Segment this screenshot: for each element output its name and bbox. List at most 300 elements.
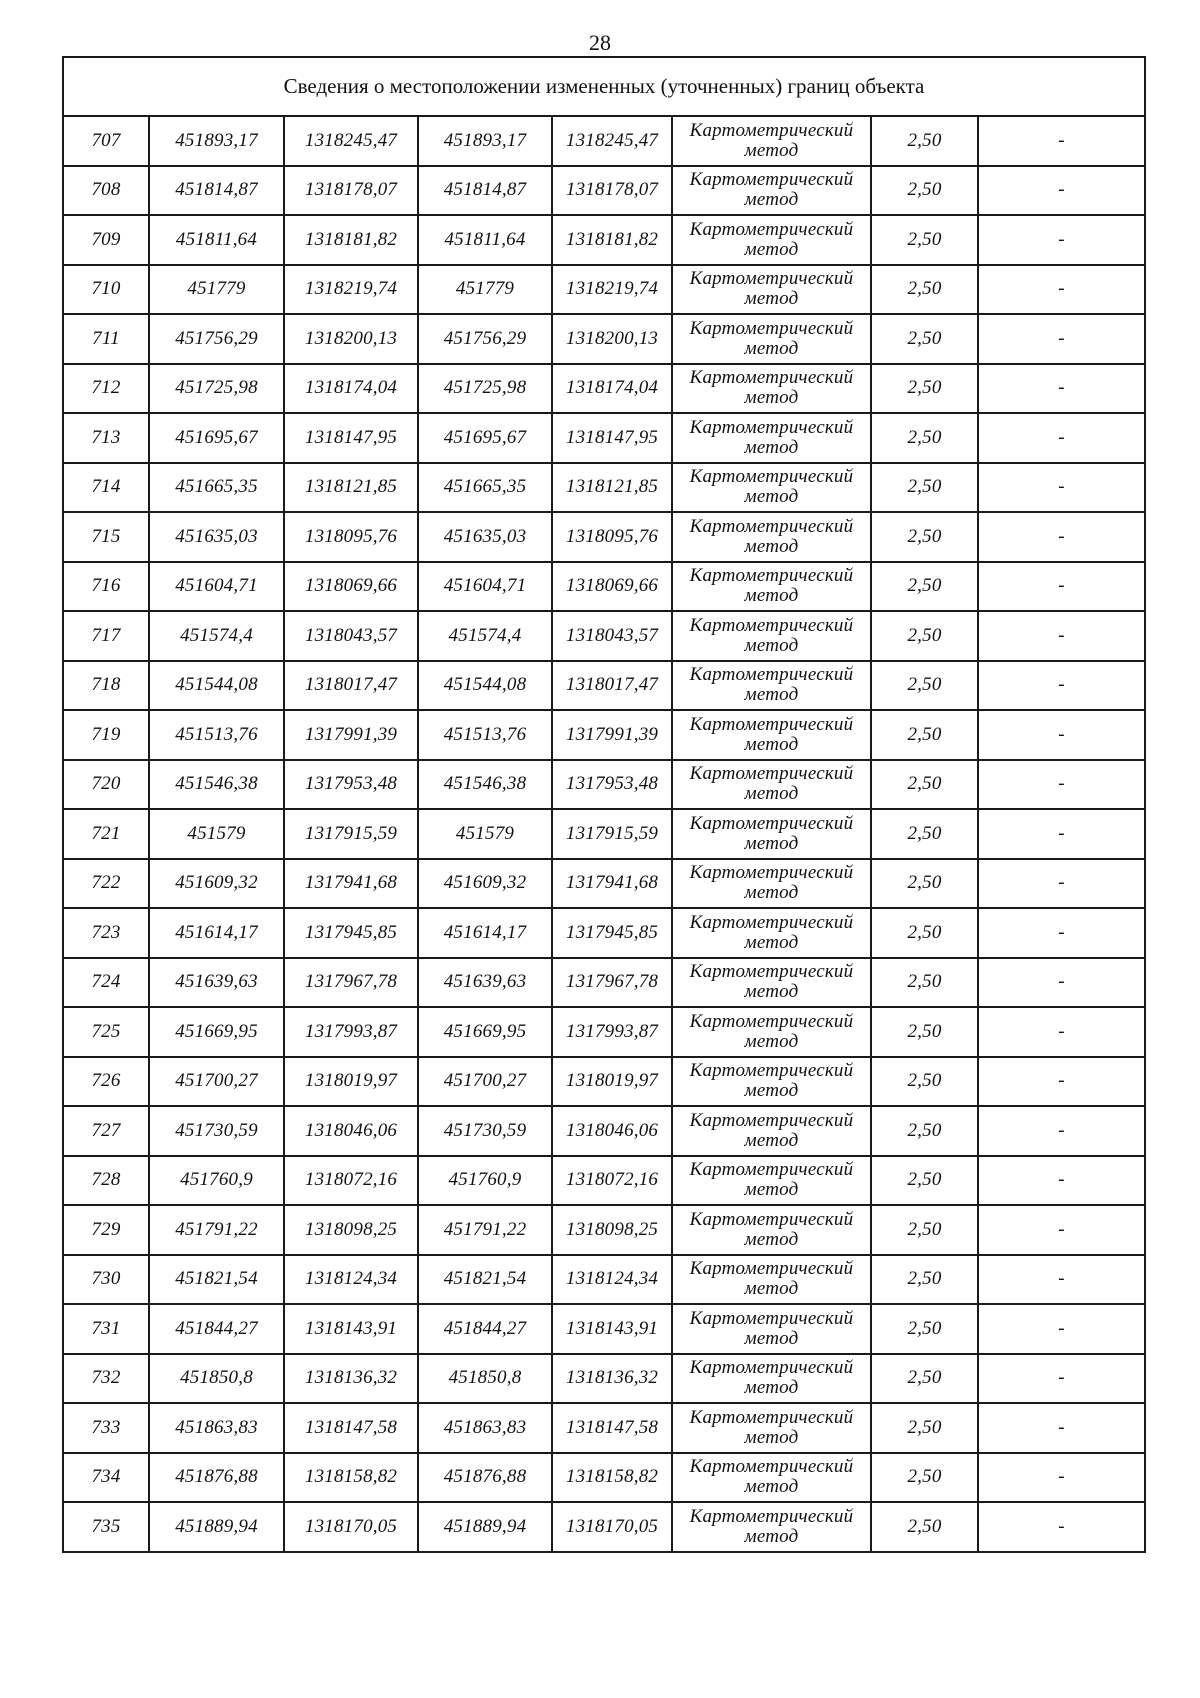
- method-line-2: метод: [744, 1179, 799, 1201]
- table-row: [63, 1255, 1145, 1305]
- refined-y-cell: 1318019,97: [552, 1057, 672, 1107]
- method-line-2: метод: [744, 139, 799, 161]
- note-cell: -: [978, 1156, 1145, 1206]
- method-line-2: метод: [744, 486, 799, 508]
- method-line-1: Картометрический: [689, 1159, 854, 1181]
- method-line-2: метод: [744, 733, 799, 755]
- point-number-cell: 731: [63, 1304, 149, 1354]
- point-number-cell: 718: [63, 661, 149, 711]
- existing-y-cell: 1318072,16: [284, 1156, 418, 1206]
- method-line-2: метод: [744, 684, 799, 706]
- accuracy-cell: 2,50: [871, 1106, 978, 1156]
- method-line-2: метод: [744, 1228, 799, 1250]
- table-row: [63, 116, 1145, 166]
- existing-x-cell: 451893,17: [149, 116, 284, 166]
- refined-y-cell: 1318219,74: [552, 265, 672, 315]
- refined-x-cell: 451814,87: [418, 166, 552, 216]
- table-row: [63, 364, 1145, 414]
- method-line-2: метод: [744, 535, 799, 557]
- table-row: [63, 710, 1145, 760]
- table-row: [63, 1106, 1145, 1156]
- existing-x-cell: 451760,9: [149, 1156, 284, 1206]
- table-row: [63, 512, 1145, 562]
- refined-x-cell: 451609,32: [418, 859, 552, 909]
- method-cell: [672, 116, 871, 166]
- method-cell: [672, 413, 871, 463]
- method-line-1: Картометрический: [689, 1357, 854, 1379]
- point-number-cell: 707: [63, 116, 149, 166]
- method-line-1: Картометрический: [689, 268, 854, 290]
- existing-y-cell: 1318200,13: [284, 314, 418, 364]
- existing-y-cell: 1318121,85: [284, 463, 418, 513]
- refined-x-cell: 451639,63: [418, 958, 552, 1008]
- method-cell: [672, 1453, 871, 1503]
- note-cell: -: [978, 1007, 1145, 1057]
- method-line-2: метод: [744, 981, 799, 1003]
- refined-x-cell: 451574,4: [418, 611, 552, 661]
- note-cell: -: [978, 265, 1145, 315]
- refined-y-cell: 1318181,82: [552, 215, 672, 265]
- accuracy-cell: 2,50: [871, 1255, 978, 1305]
- method-line-1: Картометрический: [689, 1456, 854, 1478]
- note-cell: -: [978, 1304, 1145, 1354]
- method-cell: [672, 760, 871, 810]
- note-cell: -: [978, 958, 1145, 1008]
- point-number-cell: 732: [63, 1354, 149, 1404]
- accuracy-cell: 2,50: [871, 1007, 978, 1057]
- method-cell: [672, 1205, 871, 1255]
- method-cell: [672, 512, 871, 562]
- point-number-cell: 714: [63, 463, 149, 513]
- table-row: [63, 1057, 1145, 1107]
- method-line-1: Картометрический: [689, 713, 854, 735]
- method-line-1: Картометрический: [689, 317, 854, 339]
- refined-x-cell: 451756,29: [418, 314, 552, 364]
- point-number-cell: 725: [63, 1007, 149, 1057]
- table-row: [63, 809, 1145, 859]
- point-number-cell: 712: [63, 364, 149, 414]
- existing-y-cell: 1318178,07: [284, 166, 418, 216]
- refined-y-cell: 1317941,68: [552, 859, 672, 909]
- existing-x-cell: 451725,98: [149, 364, 284, 414]
- refined-y-cell: 1317991,39: [552, 710, 672, 760]
- refined-y-cell: 1318170,05: [552, 1502, 672, 1552]
- accuracy-cell: 2,50: [871, 1354, 978, 1404]
- table-row: [63, 611, 1145, 661]
- accuracy-cell: 2,50: [871, 908, 978, 958]
- method-cell: [672, 364, 871, 414]
- refined-x-cell: 451811,64: [418, 215, 552, 265]
- method-cell: [672, 265, 871, 315]
- accuracy-cell: 2,50: [871, 116, 978, 166]
- existing-y-cell: 1318136,32: [284, 1354, 418, 1404]
- point-number-cell: 711: [63, 314, 149, 364]
- existing-y-cell: 1318046,06: [284, 1106, 418, 1156]
- accuracy-cell: 2,50: [871, 710, 978, 760]
- point-number-cell: 730: [63, 1255, 149, 1305]
- method-line-1: Картометрический: [689, 763, 854, 785]
- method-line-1: Картометрический: [689, 169, 854, 191]
- existing-x-cell: 451546,38: [149, 760, 284, 810]
- refined-y-cell: 1317967,78: [552, 958, 672, 1008]
- existing-y-cell: 1318147,95: [284, 413, 418, 463]
- method-line-2: метод: [744, 1525, 799, 1547]
- refined-x-cell: 451513,76: [418, 710, 552, 760]
- existing-y-cell: 1318019,97: [284, 1057, 418, 1107]
- existing-y-cell: 1317993,87: [284, 1007, 418, 1057]
- existing-y-cell: 1318170,05: [284, 1502, 418, 1552]
- existing-y-cell: 1318245,47: [284, 116, 418, 166]
- table-row: [63, 859, 1145, 909]
- method-line-2: метод: [744, 832, 799, 854]
- point-number-cell: 722: [63, 859, 149, 909]
- method-cell: [672, 215, 871, 265]
- point-number-cell: 734: [63, 1453, 149, 1503]
- table-row: [63, 1354, 1145, 1404]
- refined-x-cell: 451760,9: [418, 1156, 552, 1206]
- existing-x-cell: 451821,54: [149, 1255, 284, 1305]
- note-cell: -: [978, 1255, 1145, 1305]
- note-cell: -: [978, 413, 1145, 463]
- existing-y-cell: 1318174,04: [284, 364, 418, 414]
- method-line-1: Картометрический: [689, 565, 854, 587]
- note-cell: -: [978, 710, 1145, 760]
- refined-x-cell: 451665,35: [418, 463, 552, 513]
- point-number-cell: 720: [63, 760, 149, 810]
- accuracy-cell: 2,50: [871, 760, 978, 810]
- refined-y-cell: 1317915,59: [552, 809, 672, 859]
- table-row: [63, 1156, 1145, 1206]
- refined-y-cell: 1317993,87: [552, 1007, 672, 1057]
- method-line-1: Картометрический: [689, 1109, 854, 1131]
- method-cell: [672, 314, 871, 364]
- accuracy-cell: 2,50: [871, 958, 978, 1008]
- note-cell: -: [978, 364, 1145, 414]
- refined-x-cell: 451893,17: [418, 116, 552, 166]
- existing-y-cell: 1317941,68: [284, 859, 418, 909]
- table-row: [63, 413, 1145, 463]
- method-line-1: Картометрический: [689, 862, 854, 884]
- accuracy-cell: 2,50: [871, 611, 978, 661]
- refined-y-cell: 1318124,34: [552, 1255, 672, 1305]
- method-line-2: метод: [744, 931, 799, 953]
- refined-y-cell: 1318174,04: [552, 364, 672, 414]
- table-title-row: [63, 57, 1145, 116]
- note-cell: -: [978, 1057, 1145, 1107]
- refined-y-cell: 1317945,85: [552, 908, 672, 958]
- existing-x-cell: 451574,4: [149, 611, 284, 661]
- refined-x-cell: 451546,38: [418, 760, 552, 810]
- note-cell: -: [978, 760, 1145, 810]
- method-line-2: метод: [744, 238, 799, 260]
- table-row: [63, 265, 1145, 315]
- note-cell: -: [978, 661, 1145, 711]
- method-line-1: Картометрический: [689, 1406, 854, 1428]
- table-row: [63, 1205, 1145, 1255]
- note-cell: -: [978, 215, 1145, 265]
- refined-y-cell: 1318069,66: [552, 562, 672, 612]
- method-line-1: Картометрический: [689, 614, 854, 636]
- method-line-2: метод: [744, 387, 799, 409]
- existing-y-cell: 1317967,78: [284, 958, 418, 1008]
- note-cell: -: [978, 611, 1145, 661]
- refined-x-cell: 451614,17: [418, 908, 552, 958]
- note-cell: -: [978, 1354, 1145, 1404]
- method-cell: [672, 908, 871, 958]
- refined-x-cell: 451544,08: [418, 661, 552, 711]
- method-line-2: метод: [744, 189, 799, 211]
- refined-y-cell: 1318043,57: [552, 611, 672, 661]
- method-line-2: метод: [744, 634, 799, 656]
- existing-x-cell: 451544,08: [149, 661, 284, 711]
- existing-y-cell: 1317991,39: [284, 710, 418, 760]
- refined-x-cell: 451700,27: [418, 1057, 552, 1107]
- existing-x-cell: 451730,59: [149, 1106, 284, 1156]
- existing-y-cell: 1318158,82: [284, 1453, 418, 1503]
- existing-x-cell: 451814,87: [149, 166, 284, 216]
- existing-x-cell: 451811,64: [149, 215, 284, 265]
- method-cell: [672, 562, 871, 612]
- note-cell: -: [978, 463, 1145, 513]
- existing-y-cell: 1318095,76: [284, 512, 418, 562]
- method-line-2: метод: [744, 1476, 799, 1498]
- method-cell: [672, 1255, 871, 1305]
- accuracy-cell: 2,50: [871, 463, 978, 513]
- accuracy-cell: 2,50: [871, 1453, 978, 1503]
- accuracy-cell: 2,50: [871, 1403, 978, 1453]
- method-line-1: Картометрический: [689, 367, 854, 389]
- accuracy-cell: 2,50: [871, 265, 978, 315]
- point-number-cell: 726: [63, 1057, 149, 1107]
- existing-x-cell: 451850,8: [149, 1354, 284, 1404]
- existing-x-cell: 451700,27: [149, 1057, 284, 1107]
- existing-x-cell: 451695,67: [149, 413, 284, 463]
- method-line-2: метод: [744, 783, 799, 805]
- existing-x-cell: 451579: [149, 809, 284, 859]
- refined-y-cell: 1318158,82: [552, 1453, 672, 1503]
- note-cell: -: [978, 809, 1145, 859]
- note-cell: -: [978, 859, 1145, 909]
- note-cell: -: [978, 166, 1145, 216]
- refined-x-cell: 451821,54: [418, 1255, 552, 1305]
- table-row: [63, 215, 1145, 265]
- method-line-1: Картометрический: [689, 1060, 854, 1082]
- accuracy-cell: 2,50: [871, 1205, 978, 1255]
- method-line-2: метод: [744, 882, 799, 904]
- method-line-1: Картометрический: [689, 466, 854, 488]
- method-cell: [672, 611, 871, 661]
- table-row: [63, 661, 1145, 711]
- existing-x-cell: 451844,27: [149, 1304, 284, 1354]
- method-cell: [672, 463, 871, 513]
- point-number-cell: 708: [63, 166, 149, 216]
- method-line-1: Картометрический: [689, 218, 854, 240]
- refined-x-cell: 451695,67: [418, 413, 552, 463]
- refined-x-cell: 451876,88: [418, 1453, 552, 1503]
- existing-y-cell: 1317915,59: [284, 809, 418, 859]
- existing-x-cell: 451756,29: [149, 314, 284, 364]
- refined-y-cell: 1318200,13: [552, 314, 672, 364]
- refined-x-cell: 451844,27: [418, 1304, 552, 1354]
- method-line-1: Картометрический: [689, 515, 854, 537]
- point-number-cell: 715: [63, 512, 149, 562]
- method-line-2: метод: [744, 585, 799, 607]
- method-cell: [672, 1403, 871, 1453]
- refined-y-cell: 1318046,06: [552, 1106, 672, 1156]
- point-number-cell: 716: [63, 562, 149, 612]
- note-cell: -: [978, 1453, 1145, 1503]
- table-body: [63, 57, 1145, 1552]
- refined-x-cell: 451791,22: [418, 1205, 552, 1255]
- existing-x-cell: 451614,17: [149, 908, 284, 958]
- accuracy-cell: 2,50: [871, 809, 978, 859]
- existing-x-cell: 451635,03: [149, 512, 284, 562]
- method-line-2: метод: [744, 436, 799, 458]
- refined-y-cell: 1318017,47: [552, 661, 672, 711]
- table-row: [63, 1453, 1145, 1503]
- note-cell: -: [978, 562, 1145, 612]
- point-number-cell: 719: [63, 710, 149, 760]
- point-number-cell: 729: [63, 1205, 149, 1255]
- note-cell: -: [978, 116, 1145, 166]
- existing-x-cell: 451876,88: [149, 1453, 284, 1503]
- method-line-1: Картометрический: [689, 119, 854, 141]
- refined-x-cell: 451604,71: [418, 562, 552, 612]
- refined-y-cell: 1318147,58: [552, 1403, 672, 1453]
- accuracy-cell: 2,50: [871, 215, 978, 265]
- accuracy-cell: 2,50: [871, 413, 978, 463]
- existing-y-cell: 1318098,25: [284, 1205, 418, 1255]
- accuracy-cell: 2,50: [871, 1304, 978, 1354]
- refined-y-cell: 1318121,85: [552, 463, 672, 513]
- existing-y-cell: 1318143,91: [284, 1304, 418, 1354]
- point-number-cell: 735: [63, 1502, 149, 1552]
- accuracy-cell: 2,50: [871, 661, 978, 711]
- existing-y-cell: 1317953,48: [284, 760, 418, 810]
- method-line-1: Картометрический: [689, 812, 854, 834]
- method-line-2: метод: [744, 1080, 799, 1102]
- method-cell: [672, 1057, 871, 1107]
- refined-y-cell: 1318136,32: [552, 1354, 672, 1404]
- method-line-2: метод: [744, 337, 799, 359]
- refined-x-cell: 451863,83: [418, 1403, 552, 1453]
- refined-x-cell: 451635,03: [418, 512, 552, 562]
- accuracy-cell: 2,50: [871, 1057, 978, 1107]
- existing-y-cell: 1318043,57: [284, 611, 418, 661]
- table-row: [63, 562, 1145, 612]
- existing-y-cell: 1318124,34: [284, 1255, 418, 1305]
- method-cell: [672, 661, 871, 711]
- accuracy-cell: 2,50: [871, 859, 978, 909]
- refined-y-cell: 1318178,07: [552, 166, 672, 216]
- note-cell: -: [978, 1502, 1145, 1552]
- accuracy-cell: 2,50: [871, 512, 978, 562]
- method-line-2: метод: [744, 1278, 799, 1300]
- refined-x-cell: 451779: [418, 265, 552, 315]
- existing-x-cell: 451609,32: [149, 859, 284, 909]
- accuracy-cell: 2,50: [871, 314, 978, 364]
- table-row: [63, 166, 1145, 216]
- method-line-2: метод: [744, 1327, 799, 1349]
- refined-x-cell: 451730,59: [418, 1106, 552, 1156]
- point-number-cell: 721: [63, 809, 149, 859]
- point-number-cell: 733: [63, 1403, 149, 1453]
- table-row: [63, 908, 1145, 958]
- method-line-1: Картометрический: [689, 1010, 854, 1032]
- method-cell: [672, 1502, 871, 1552]
- refined-y-cell: 1318098,25: [552, 1205, 672, 1255]
- refined-y-cell: 1318143,91: [552, 1304, 672, 1354]
- table-title: Сведения о местоположении измененных (уточненных) границ объекта: [63, 57, 1145, 116]
- point-number-cell: 723: [63, 908, 149, 958]
- refined-x-cell: 451669,95: [418, 1007, 552, 1057]
- method-line-1: Картометрический: [689, 961, 854, 983]
- existing-x-cell: 451604,71: [149, 562, 284, 612]
- point-number-cell: 710: [63, 265, 149, 315]
- point-number-cell: 717: [63, 611, 149, 661]
- existing-y-cell: 1318181,82: [284, 215, 418, 265]
- note-cell: -: [978, 314, 1145, 364]
- method-cell: [672, 859, 871, 909]
- existing-x-cell: 451665,35: [149, 463, 284, 513]
- note-cell: -: [978, 1106, 1145, 1156]
- method-line-1: Картометрический: [689, 1307, 854, 1329]
- point-number-cell: 724: [63, 958, 149, 1008]
- existing-y-cell: 1318147,58: [284, 1403, 418, 1453]
- method-line-1: Картометрический: [689, 416, 854, 438]
- method-cell: [672, 710, 871, 760]
- note-cell: -: [978, 908, 1145, 958]
- method-line-1: Картометрический: [689, 1505, 854, 1527]
- table-row: [63, 958, 1145, 1008]
- refined-y-cell: 1318072,16: [552, 1156, 672, 1206]
- method-line-1: Картометрический: [689, 1208, 854, 1230]
- point-number-cell: 728: [63, 1156, 149, 1206]
- method-line-2: метод: [744, 1030, 799, 1052]
- note-cell: -: [978, 1403, 1145, 1453]
- point-number-cell: 709: [63, 215, 149, 265]
- existing-x-cell: 451889,94: [149, 1502, 284, 1552]
- existing-y-cell: 1318069,66: [284, 562, 418, 612]
- refined-x-cell: 451725,98: [418, 364, 552, 414]
- method-cell: [672, 1354, 871, 1404]
- existing-y-cell: 1318017,47: [284, 661, 418, 711]
- table-row: [63, 1502, 1145, 1552]
- existing-y-cell: 1317945,85: [284, 908, 418, 958]
- existing-x-cell: 451791,22: [149, 1205, 284, 1255]
- existing-x-cell: 451779: [149, 265, 284, 315]
- table-row: [63, 1403, 1145, 1453]
- refined-x-cell: 451850,8: [418, 1354, 552, 1404]
- method-line-1: Картометрический: [689, 911, 854, 933]
- refined-y-cell: 1317953,48: [552, 760, 672, 810]
- method-line-1: Картометрический: [689, 664, 854, 686]
- existing-x-cell: 451513,76: [149, 710, 284, 760]
- method-line-2: метод: [744, 1377, 799, 1399]
- table-row: [63, 463, 1145, 513]
- method-line-2: метод: [744, 288, 799, 310]
- existing-x-cell: 451863,83: [149, 1403, 284, 1453]
- existing-x-cell: 451669,95: [149, 1007, 284, 1057]
- note-cell: -: [978, 1205, 1145, 1255]
- method-cell: [672, 1106, 871, 1156]
- method-cell: [672, 1304, 871, 1354]
- method-cell: [672, 1156, 871, 1206]
- point-number-cell: 727: [63, 1106, 149, 1156]
- method-cell: [672, 166, 871, 216]
- refined-y-cell: 1318147,95: [552, 413, 672, 463]
- method-cell: [672, 958, 871, 1008]
